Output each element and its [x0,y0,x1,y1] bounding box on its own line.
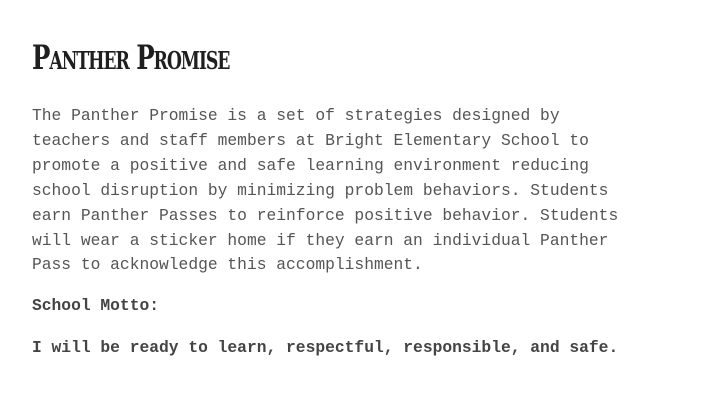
body-paragraph: The Panther Promise is a set of strategies designed by teachers and staff members at Bright Elementary School to promote a positive and safe learning environment reducing school disruption by minimizing problem behaviors. Students earn Panther Passes to reinforce positive behavior. Students will wear a sticker home if they earn an individual Panther Pass to acknowledge this accomplishment. [32,106,619,275]
motto-label: School Motto: [32,296,160,315]
motto-text: I will be ready to learn, respectful, responsible, and safe. [32,338,619,357]
slide-title: Panther Promise [32,38,230,78]
